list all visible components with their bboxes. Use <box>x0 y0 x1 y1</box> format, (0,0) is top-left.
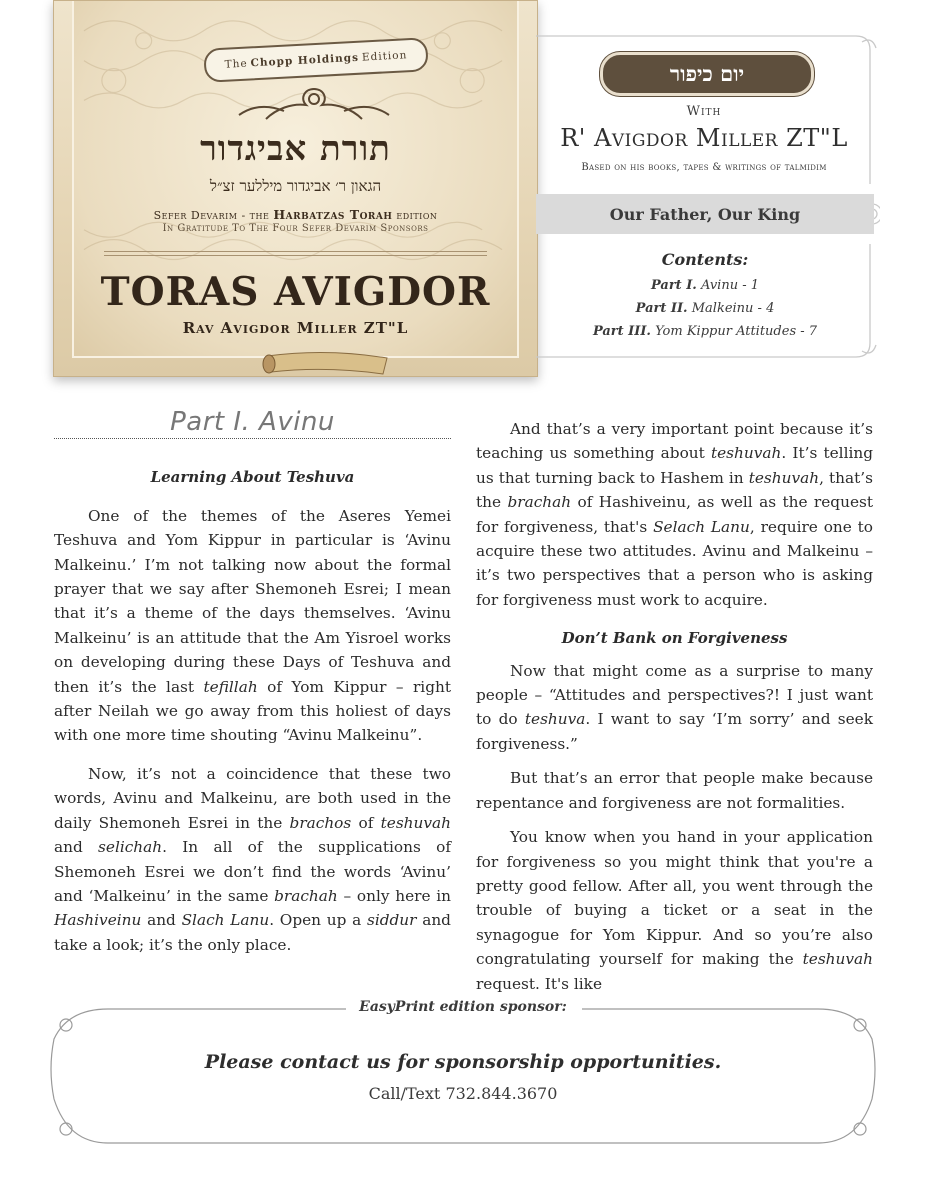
toc-item[interactable]: Part I. Avinu - 1 <box>650 278 760 293</box>
cover-parchment <box>72 1 519 358</box>
sefer-post: edition <box>396 209 438 222</box>
info-panel <box>536 34 880 359</box>
ribbon-post: Edition <box>361 49 408 64</box>
section-subheading: Learning About Teshuva <box>150 468 355 487</box>
sponsor-message: Please contact us for sponsorship opportunities. <box>204 1051 722 1073</box>
hebrew-title: תורת אביגדור <box>200 129 391 169</box>
cover-divider-top <box>104 251 487 252</box>
scroll-icon <box>259 346 394 377</box>
sefer-edition-line <box>74 207 517 222</box>
topic-title: Our Father, Our King <box>536 194 874 234</box>
left-column <box>54 407 452 967</box>
paragraph: And that’s a very important point because it’s teaching us something about teshuvah. It’s telling us that turning back to Hashem in teshuvah, that’s the brachah of Hashiveinu, as well as the request for forgiveness, that's Selach Lanu, require one to acquire these two attitudes. Avinu and Malkeinu – it’s two perspectives that a person who is asking for forgiveness must work to acquire. <box>476 420 874 609</box>
cover-divider-bottom <box>104 255 487 256</box>
paragraph: But that’s an error that people make because repentance and forgiveness are not formalities. <box>476 769 873 812</box>
crown-ornament-icon <box>209 81 419 121</box>
cover-title: TORAS AVIGDOR <box>100 269 491 315</box>
paragraph: Now, it’s not a coincidence that these two words, Avinu and Malkeinu, are both used in the daily Shemoneh Esrei in the brachos of teshuvah and selichah. In all of the supplications of Shemoneh Esrei we don’t find the words ‘Avinu’ and ‘Malkeinu’ in the same brachah – only here in Hashiveinu and Slach Lanu. Open up a siddur and take a look; it’s the only place. <box>54 764 452 954</box>
section-subheading: Don’t Bank on Forgiveness <box>561 629 788 648</box>
sponsor-box <box>48 995 878 1150</box>
based-on-line: Based on his books, tapes & writings of talmidim <box>581 162 827 173</box>
paragraph: One of the themes of the Aseres Yemei Teshuva and Yom Kippur in particular is ‘Avinu Malkeinu.’ I’m not talking now about the formal prayer that we say after Shemoneh Esrei; I mean that it’s a theme of the days themselves. ‘Avinu Malkeinu’ is an attitude that the Am Yisroel works on developing during these Days of Teshuva and then it’s the last tefillah of Yom Kippur – right after Neilah we go away from this holiest of days with one more time shouting “Avinu Malkeinu”. <box>54 506 452 745</box>
yom-kippur-badge: יום כיפור <box>600 52 814 96</box>
right-column <box>476 417 873 1006</box>
sponsor-label: EasyPrint edition sponsor: <box>359 999 567 1015</box>
rabbi-name: R' Avigdor Miller ZT"L <box>560 124 848 152</box>
cover-author: Rav Avigdor Miller ZT"L <box>182 319 409 337</box>
book-cover <box>53 0 538 377</box>
hebrew-subtitle: הגאון ר׳ אביגדור מיללער זצ״ל <box>209 177 382 195</box>
contents-title: Contents: <box>661 250 749 269</box>
toc-item[interactable]: Part III. Yom Kippur Attitudes - 7 <box>592 324 818 339</box>
toc-item[interactable]: Part II. Malkeinu - 4 <box>635 301 775 316</box>
ribbon-bold: Chopp Holdings <box>250 51 360 70</box>
sefer-pre: Sefer Devarim - the <box>153 209 270 222</box>
paragraph: Now that might come as a surprise to many people – “Attitudes and perspectives?! I just want to do teshuva. I want to say ‘I’m sorry’ and seek forgiveness.” <box>476 661 873 753</box>
part-heading: Part I. Avinu <box>54 410 451 439</box>
sponsor-phone[interactable]: Call/Text 732.844.3670 <box>368 1084 558 1103</box>
table-of-contents <box>536 274 874 343</box>
with-label: With <box>686 104 722 119</box>
ribbon-pre: The <box>224 57 248 71</box>
paragraph: You know when you hand in your application for forgiveness so you might think that you're a pretty good fellow. After all, you went through the trouble of buying a ticket or a seat in the synagogue for Yom Kippur. And so you’re also congratulating yourself for making the teshuvah request. It's like <box>476 828 873 993</box>
sefer-bold: Harbatzas Torah <box>273 207 393 222</box>
gratitude-line: In Gratitude To The Four Sefer Devarim Sponsors <box>162 223 429 234</box>
